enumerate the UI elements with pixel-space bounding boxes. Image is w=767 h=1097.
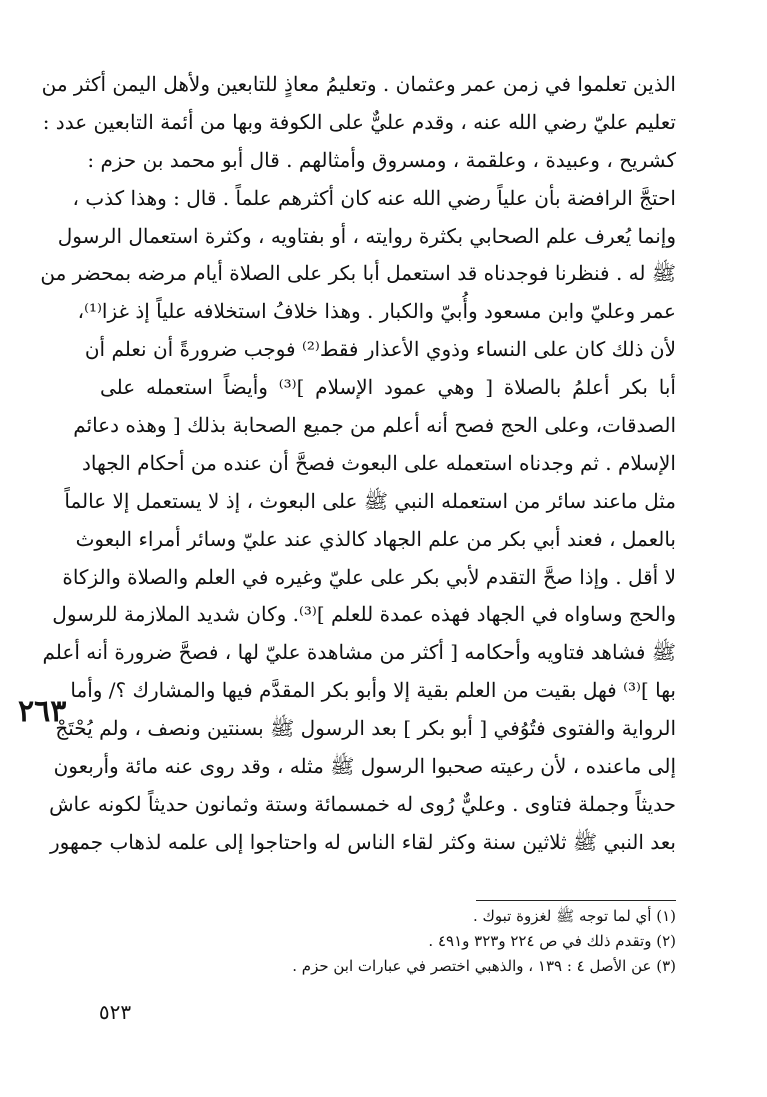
text-line: احتجَّ الرافضة بأن علياً رضي الله عنه كان أكثرهم علماً . قال : وهذا كذب ، bbox=[72, 185, 676, 210]
text-line: الإسلام . ثم وجدناه استعمله على البعوث فصحَّ أن عنده من أحكام الجهاد bbox=[81, 450, 676, 475]
footnote-divider bbox=[476, 900, 676, 901]
text-line: ﷺ فشاهد فتاويه وأحكامه [ أكثر من مشاهدة عليّ لها ، فصحَّ ضرورة أنه أعلم bbox=[42, 640, 676, 665]
text-line: مثل ماعند سائر من استعمله النبي ﷺ على البعوث ، إذ لا يستعمل إلا عالماً bbox=[64, 488, 676, 513]
text-line: والحج وساواه في الجهاد فهذه عمدة للعلم ]⁽³⁾. وكان شديد الملازمة للرسول bbox=[52, 602, 676, 627]
text-line: بها ]⁽³⁾ فهل بقيت من العلم بقية إلا وأبو بكر المقدَّم فيها والمشارك ؟/ وأما bbox=[70, 678, 676, 703]
footnote: (٣) عن الأصل ٤ : ١٣٩ ، والذهبي اختصر في عبارات ابن حزم . bbox=[292, 957, 676, 975]
text-line: الذين تعلموا في زمن عمر وعثمان . وتعليمُ معاذٍ للتابعين ولأهل اليمن أكثر من bbox=[41, 72, 676, 96]
text-line: تعليم عليّ رضي الله عنه ، وقدم عليٌّ على الكوفة وبها من أئمة التابعين عدد : bbox=[42, 109, 676, 134]
text-line: الصدقات، وعلى الحج فصح أنه أعلم من جميع الصحابة بذلك [ وهذه دعائم bbox=[73, 413, 676, 438]
footnote: (١) أي لما توجه ﷺ لغزوة تبوك . bbox=[473, 907, 676, 925]
footnote: (٢) وتقدم ذلك في ص ٢٢٤ و٣٢٣ و٤٩١ . bbox=[428, 932, 676, 950]
text-line: ﷺ له . فنظرنا فوجدناه قد استعمل أبا بكر على الصلاة أيام مرضه بمحضر من bbox=[40, 261, 676, 286]
page-number: ٥٢٣ bbox=[98, 1000, 132, 1024]
text-line: عمر وعليّ وابن مسعود وأُبيّ والكبار . وهذا خلافُ استخلافه علياً إذ غزا⁽¹⁾، bbox=[77, 299, 676, 324]
footnotes bbox=[292, 904, 676, 979]
text-line: أبا بكر أعلمُ بالصلاة [ وهي عمود الإسلام ]⁽³⁾ وأيضاً استعمله على bbox=[100, 375, 676, 400]
text-line: بعد النبي ﷺ ثلاثين سنة وكثر لقاء الناس له واحتاجوا إلى علمه لذهاب جمهور bbox=[49, 829, 676, 854]
text-line: لأن ذلك كان على النساء وذوي الأعذار فقط⁽²⁾ فوجب ضرورةً أن نعلم أن bbox=[84, 337, 676, 362]
text-line: حديثاً وجملة فتاوى . وعليٌّ رُوى له خمسمائة وستة وثمانون حديثاً لكونه عاش bbox=[49, 791, 676, 816]
text-line: بالعمل ، فعند أبي بكر من علم الجهاد كالذي عند عليّ وسائر أمراء البعوث bbox=[75, 526, 676, 551]
margin-page-reference: ٢٦٣ bbox=[18, 694, 67, 729]
text-line: لا أقل . وإذا صحَّ التقدم لأبي بكر على عليّ وغيره في العلم والصلاة والزكاة bbox=[62, 564, 676, 589]
text-line: كشريح ، وعبيدة ، وعلقمة ، ومسروق وأمثالهم . قال أبو محمد بن حزم : bbox=[87, 147, 676, 172]
text-line: الرواية والفتوى فتُوُفي [ أبو بكر ] بعد الرسول ﷺ بسنتين ونصف ، ولم يُحْتَجْ bbox=[55, 716, 676, 741]
text-line: وإنما يُعرف علم الصحابي بكثرة روايته ، أو بفتاويه ، وكثرة استعمال الرسول bbox=[57, 223, 676, 248]
text-line: إلى ماعنده ، لأن رعيته صحبوا الرسول ﷺ مثله ، وقد روى عنه مائة وأربعون bbox=[53, 754, 676, 779]
